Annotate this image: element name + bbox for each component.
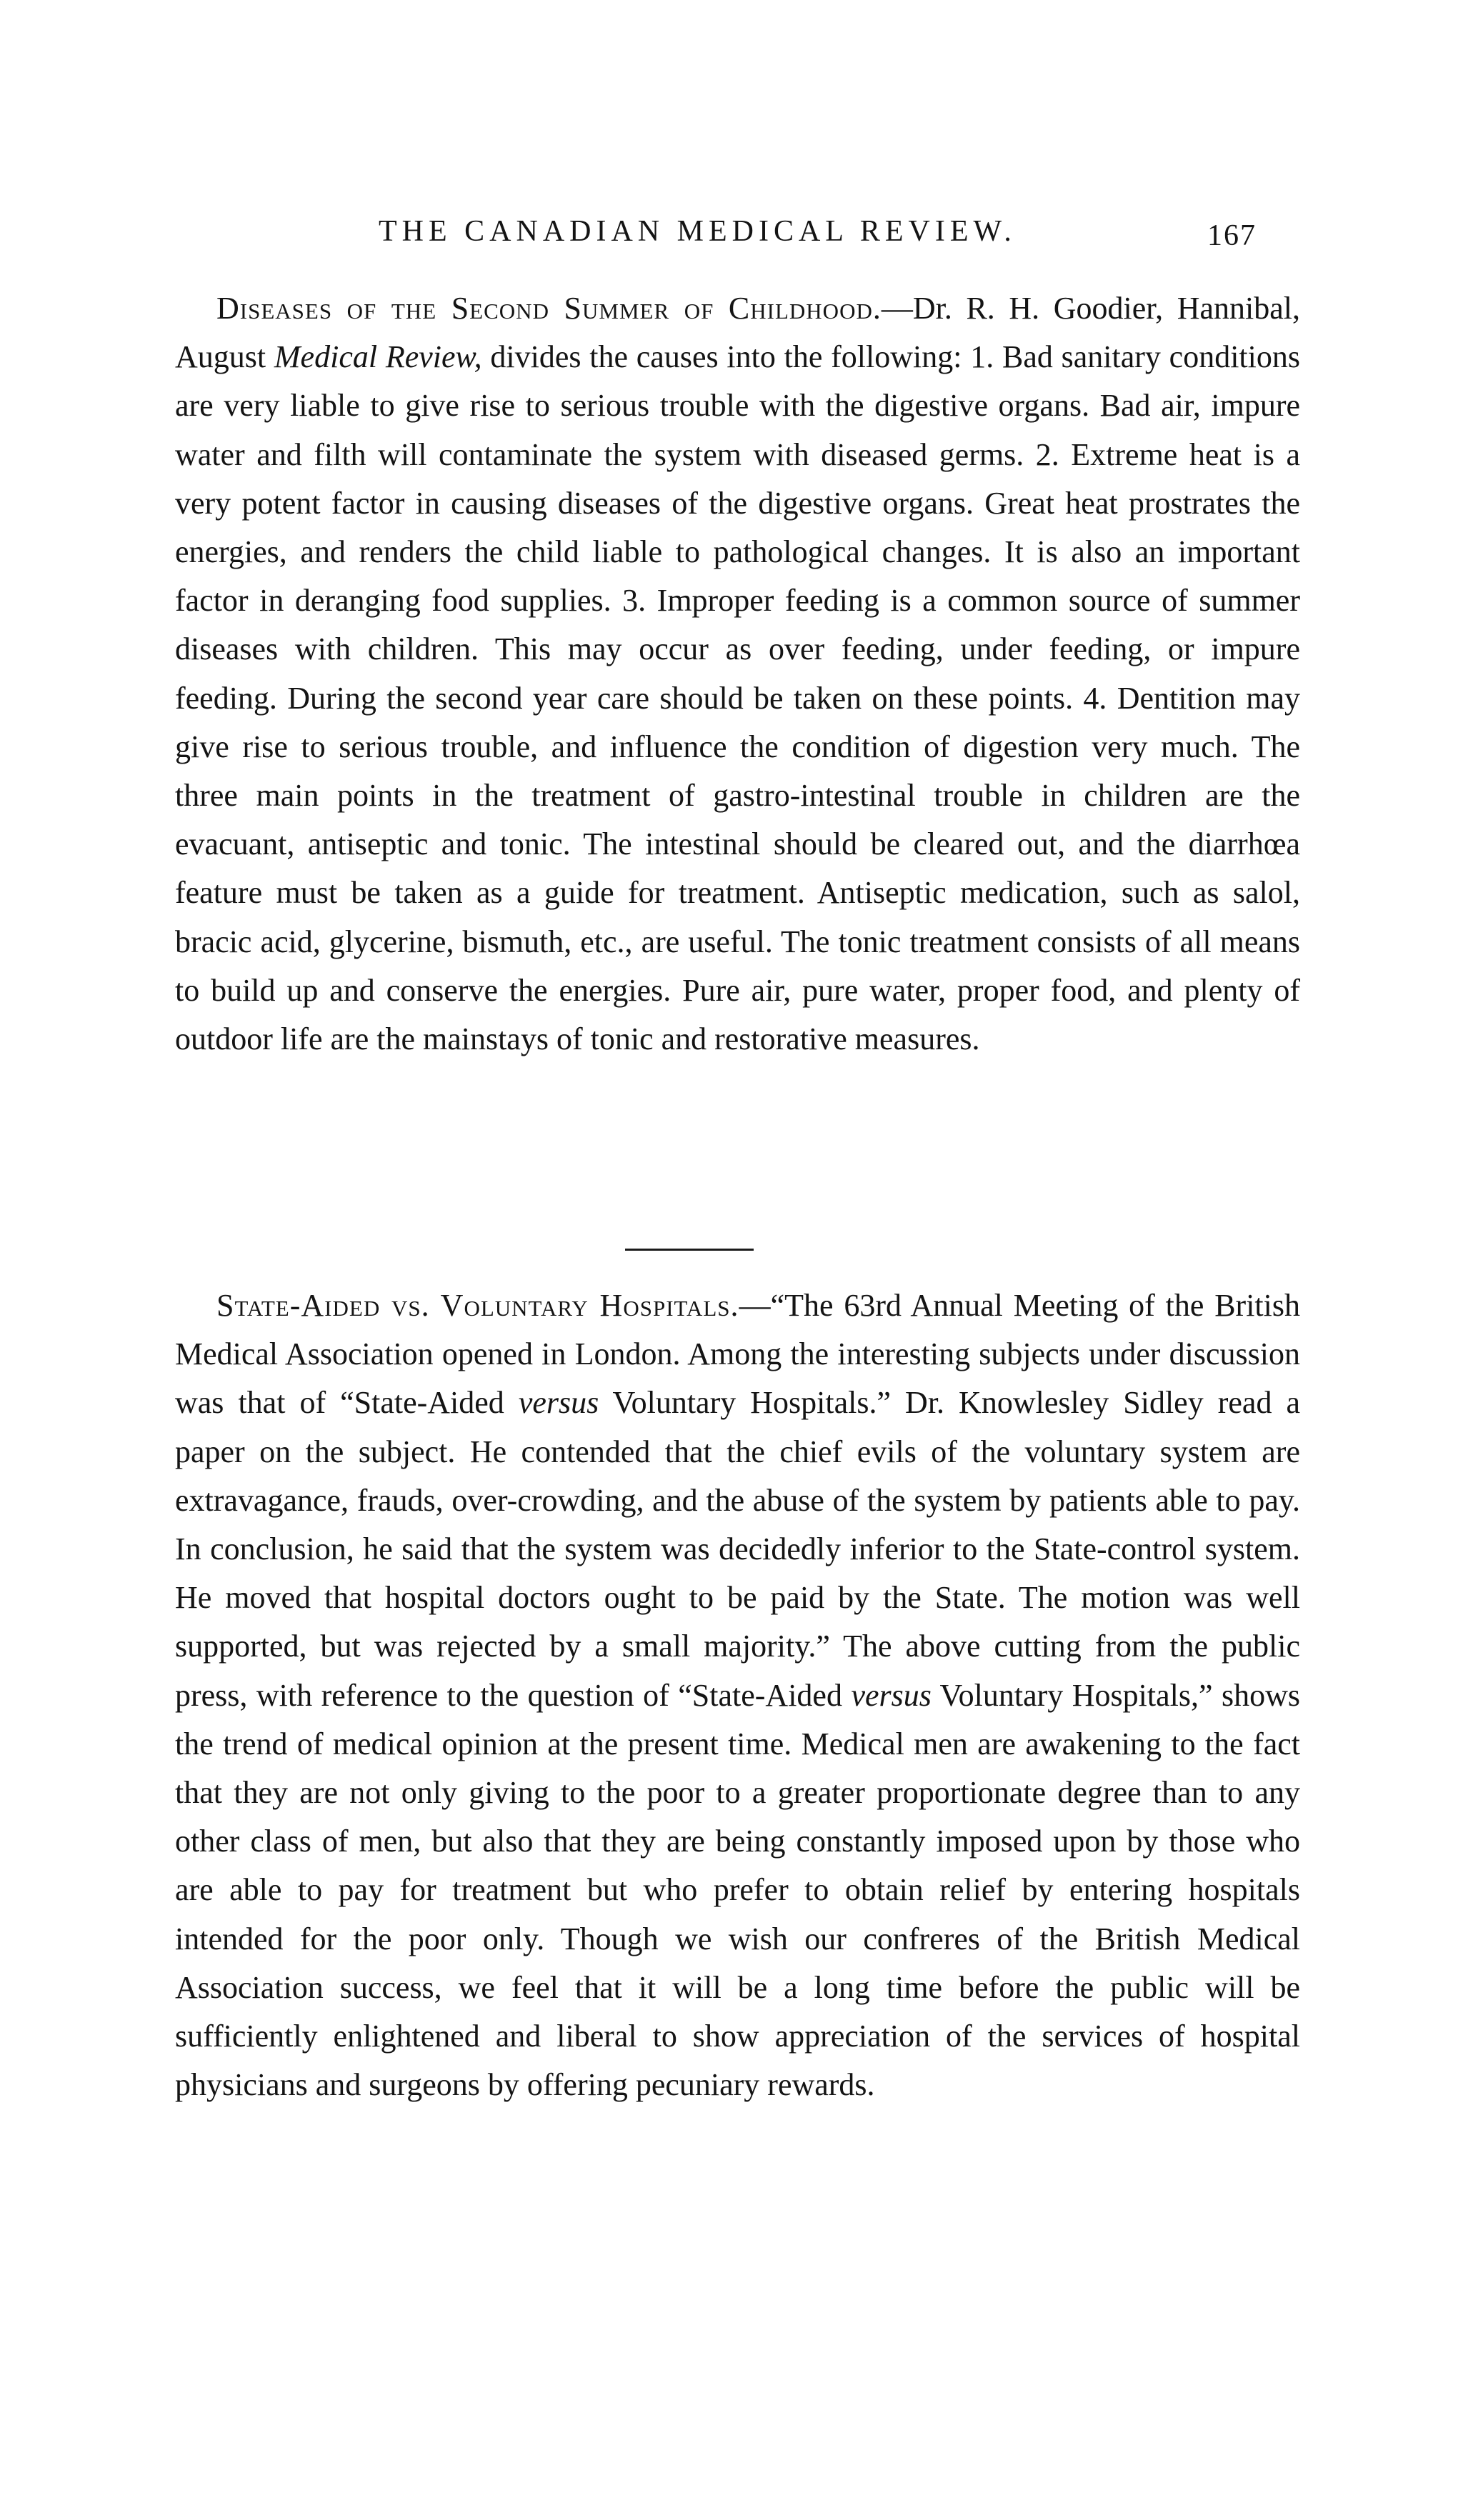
article-heading: Diseases of the Second Summer of Childhood. — [216, 291, 882, 326]
section-divider — [625, 1249, 754, 1251]
journal-title: THE CANADIAN MEDICAL REVIEW. — [379, 215, 1017, 248]
article-text: divides the causes into the following: 1. Bad sanitary conditions are very liable to give rise to serious trouble with the digestive organs. Bad air, impure water and filth will contaminate the system with diseased germs. 2. Extreme heat is a very potent factor in causing diseases of the digestive organs. Great heat prostrates the energies, and renders the child liable to pathological changes. It is also an important factor in deranging food supplies. 3. Improper feeding is a common source of summer diseases with children. This may occur as over feeding, under feeding, or impure feeding. During the second year care should be taken on these points. 4. Dentition may give rise to serious trouble, and influence the condition of digestion very much. The three main points in the treatment of gastro-intestinal trouble in children are the evacuant, antiseptic and tonic. The intestinal should be cleared out, and the diarrhœa feature must be taken as a guide for treatment. Antiseptic medication, such as salol, bracic acid, glycerine, bismuth, etc., are useful. The tonic treatment consists of all means to build up and conserve the energies. Pure air, pure water, proper food, and plenty of outdoor life are the mainstays of tonic and restorative measures. — [175, 339, 1300, 1057]
italic-term: versus — [518, 1385, 599, 1421]
article-text: Voluntary Hospitals,” shows the trend of medical opinion at the present time. Medical men are awakening to the fact that they are not only giving to the poor to a greater proportionate degree than to any other class of men, but also that they are being constantly imposed upon by those who are able to pay for treatment but who prefer to obtain relief by entering hospitals intended for the poor only. Though we wish our confreres of the British Medical Association success, we feel that it will be a long time before the public will be sufficiently enlightened and liberal to show appreciation of the services of hospital physicians and surgeons by offering pecuniary rewards. — [175, 1677, 1300, 2103]
article-paragraph — [175, 284, 1300, 1064]
article-state-aided-hospitals — [175, 1281, 1300, 2109]
article-second-summer-diseases — [175, 284, 1300, 1064]
page-number: 167 — [1207, 219, 1257, 252]
article-heading: State-Aided vs. Voluntary Hospitals. — [216, 1288, 739, 1323]
journal-citation: Medical Review, — [274, 339, 482, 375]
article-paragraph — [175, 1281, 1300, 2109]
article-text: —“The 63rd Annual Meeting of the British Medical Association opened in London. Among the interesting subjects under discussion was that of “State-Aided — [175, 1288, 1300, 1421]
article-text: Voluntary Hospitals.” Dr. Knowlesley Sidley read a paper on the subject. He contended that the chief evils of the voluntary system are extravagance, frauds, over-crowding, and the abuse of the system by patients able to pay. In conclusion, he said that the system was decidedly inferior to the State-control system. He moved that hospital doctors ought to be paid by the State. The motion was well supported, but was rejected by a small majority.” The above cutting from the public press, with reference to the question of “State-Aided — [175, 1385, 1300, 1713]
running-head — [0, 214, 1478, 257]
article-text: —Dr. R. H. Goodier, Hannibal, August — [175, 291, 1301, 375]
italic-term: versus — [851, 1677, 932, 1713]
